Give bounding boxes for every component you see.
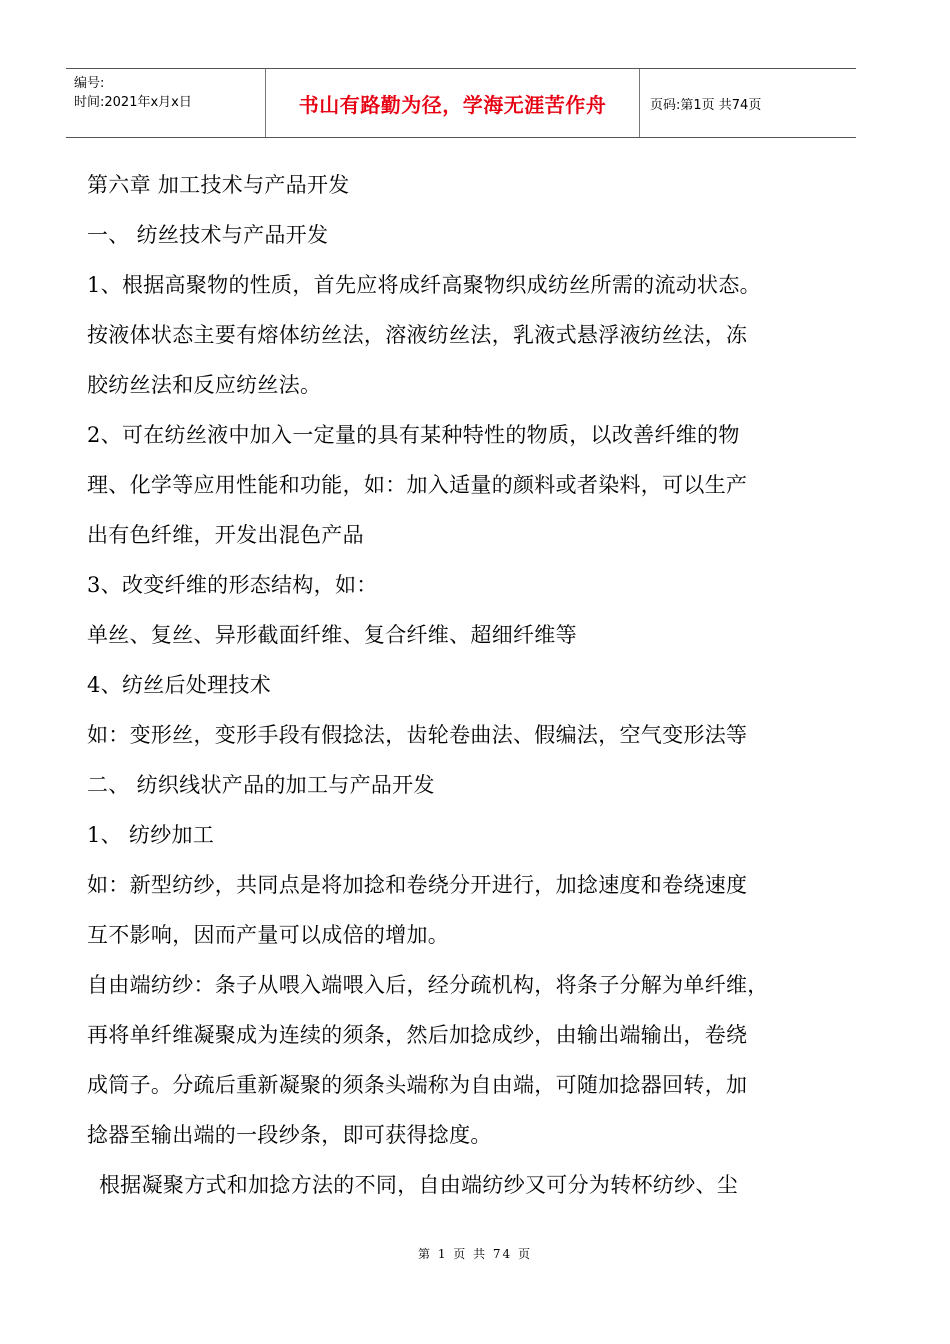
chapter-title: 第六章 加工技术与产品开发 <box>87 173 350 197</box>
header-page-cell <box>640 69 856 137</box>
section-heading: 二、 纺织线状产品的加工与产品开发 <box>87 773 435 797</box>
header-motto-cell <box>266 69 640 137</box>
paragraph-line: 根据凝聚方式和加捻方法的不同，自由端纺纱又可分为转杯纺纱、尘 <box>99 1173 738 1197</box>
page-code: 页码:第1页 共74页 <box>650 97 762 113</box>
serial-label: 编号: <box>74 76 105 91</box>
subsection-heading: 1、 纺纱加工 <box>87 823 215 847</box>
section-heading: 一、 纺丝技术与产品开发 <box>87 223 329 247</box>
page-footer: 第 1 页 共 74 页 <box>418 1247 532 1261</box>
motto-text: 书山有路勤为径，学海无涯苦作舟 <box>298 92 607 117</box>
paragraph-line: 单丝、复丝、异形截面纤维、复合纤维、超细纤维等 <box>87 623 577 647</box>
time-label: 时间:2021年x月x日 <box>74 95 192 110</box>
paragraph-line: 胶纺丝法和反应纺丝法。 <box>87 373 322 397</box>
paragraph-line: 1、根据高聚物的性质，首先应将成纤高聚物织成纺丝所需的流动状态。 <box>87 273 761 297</box>
paragraph-line: 3、改变纤维的形态结构，如： <box>87 573 378 597</box>
paragraph-line: 再将单纤维凝聚成为连续的须条，然后加捻成纱，由输出端输出，卷绕 <box>87 1023 748 1047</box>
paragraph-line: 自由端纺纱：条子从喂入端喂入后，经分疏机构，将条子分解为单纤维， <box>87 973 769 997</box>
paragraph-line: 出有色纤维，开发出混色产品 <box>87 523 364 547</box>
paragraph-line: 如：变形丝，变形手段有假捻法，齿轮卷曲法、假编法，空气变形法等 <box>87 723 748 747</box>
paragraph-line: 4、纺丝后处理技术 <box>87 673 272 697</box>
paragraph-line: 如：新型纺纱，共同点是将加捻和卷绕分开进行，加捻速度和卷绕速度 <box>87 873 748 897</box>
header-info-cell <box>66 69 266 137</box>
paragraph-line: 按液体状态主要有熔体纺丝法，溶液纺丝法，乳液式悬浮液纺丝法，冻 <box>87 323 748 347</box>
paragraph-line: 互不影响，因而产量可以成倍的增加。 <box>87 923 450 947</box>
paragraph-line: 成筒子。分疏后重新凝聚的须条头端称为自由端，可随加捻器回转，加 <box>87 1073 748 1097</box>
document-header <box>66 68 856 138</box>
paragraph-line: 捻器至输出端的一段纱条，即可获得捻度。 <box>87 1123 492 1147</box>
paragraph-line: 2、可在纺丝液中加入一定量的具有某种特性的物质，以改善纤维的物 <box>87 423 740 447</box>
document-body <box>87 160 847 1210</box>
paragraph-line: 理、化学等应用性能和功能，如：加入适量的颜料或者染料，可以生产 <box>87 473 748 497</box>
